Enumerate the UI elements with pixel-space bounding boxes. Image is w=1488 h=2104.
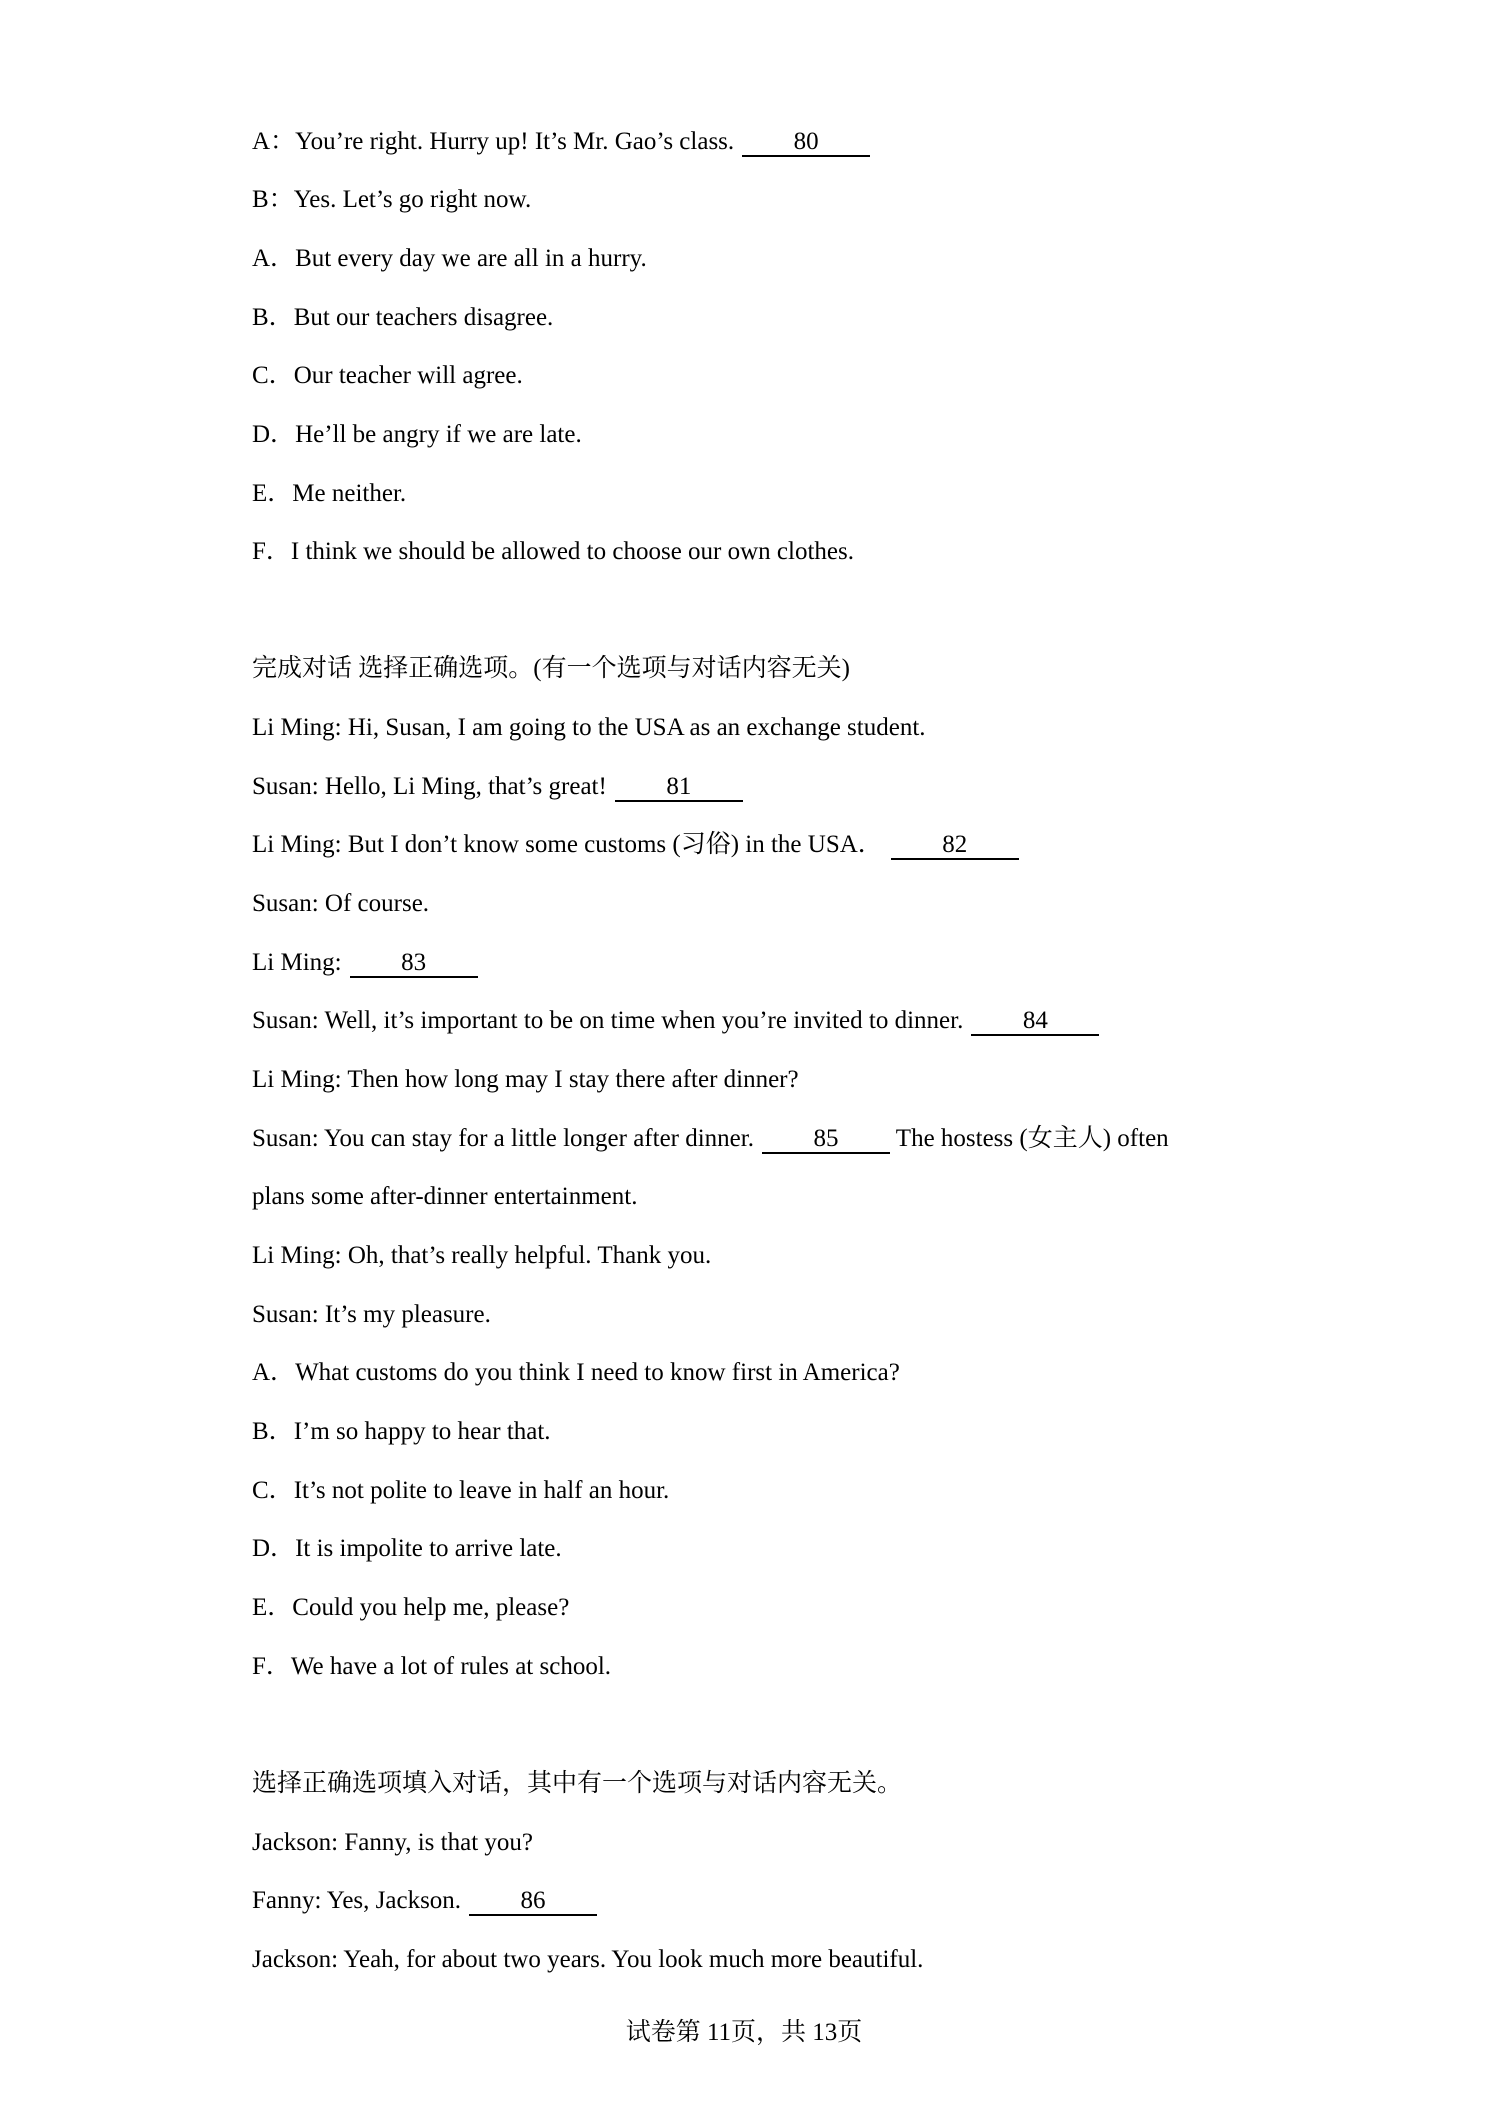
dialogue-line bbox=[252, 1006, 1099, 1036]
dialogue-line bbox=[252, 1241, 711, 1271]
option-text: What customs do you think I need to know first in America? bbox=[295, 1359, 900, 1386]
dialogue-line bbox=[252, 1065, 799, 1095]
speaker-label: A： bbox=[252, 128, 296, 155]
option-text: He’ll be angry if we are late. bbox=[295, 421, 582, 448]
dialogue-line bbox=[252, 830, 1019, 860]
option-letter: B． bbox=[252, 304, 294, 331]
dialogue-line bbox=[252, 948, 478, 978]
answer-blank-84: 84 bbox=[971, 1008, 1099, 1036]
dialogue-text: plans some after-dinner entertainment. bbox=[252, 1183, 638, 1210]
dialogue-line bbox=[252, 889, 429, 919]
option-line bbox=[252, 1593, 569, 1623]
option-letter: E． bbox=[252, 480, 293, 507]
answer-blank-86: 86 bbox=[469, 1888, 597, 1916]
speaker-label: B： bbox=[252, 186, 294, 213]
dialogue-line bbox=[252, 127, 870, 157]
answer-blank-80: 80 bbox=[742, 129, 870, 157]
dialogue-text: Susan: It’s my pleasure. bbox=[252, 1301, 491, 1328]
dialogue-text: You’re right. Hurry up! It’s Mr. Gao’s class. bbox=[295, 128, 735, 155]
answer-blank-83: 83 bbox=[350, 950, 478, 978]
dialogue-line bbox=[252, 1886, 597, 1916]
dialogue-text: Li Ming: Hi, Susan, I am going to the USA as an exchange student. bbox=[252, 714, 926, 741]
dialogue-text: Fanny: Yes, Jackson. bbox=[252, 1887, 462, 1914]
option-text: But every day we are all in a hurry. bbox=[295, 245, 647, 272]
dialogue-text: Li Ming: bbox=[252, 949, 342, 976]
dialogue-line bbox=[252, 772, 743, 802]
option-letter: D． bbox=[252, 1535, 296, 1562]
option-letter: B． bbox=[252, 1418, 294, 1445]
option-letter: E． bbox=[252, 1594, 293, 1621]
option-line bbox=[252, 537, 854, 567]
option-text: We have a lot of rules at school. bbox=[290, 1653, 612, 1680]
dialogue-text: Jackson: Fanny, is that you? bbox=[252, 1829, 533, 1856]
dialogue-text: Li Ming: Oh, that’s really helpful. Thank you. bbox=[252, 1242, 712, 1269]
option-line bbox=[252, 303, 553, 333]
option-line bbox=[252, 244, 647, 274]
dialogue-text: Yes. Let’s go right now. bbox=[293, 186, 532, 213]
dialogue-text-continued: The hostess (女主人) often bbox=[895, 1125, 1169, 1152]
dialogue-text: Susan: Well, it’s important to be on time when you’re invited to dinner. bbox=[252, 1007, 964, 1034]
dialogue-line bbox=[252, 1182, 637, 1212]
option-line bbox=[252, 420, 582, 450]
section-instruction: 完成对话 选择正确选项。(有一个选项与对话内容无关) bbox=[252, 655, 850, 682]
dialogue-text: Susan: You can stay for a little longer after dinner. bbox=[252, 1125, 754, 1152]
option-letter: A． bbox=[252, 245, 296, 272]
option-letter: C． bbox=[252, 362, 294, 389]
dialogue-text: Li Ming: Then how long may I stay there after dinner? bbox=[252, 1066, 799, 1093]
option-letter: C． bbox=[252, 1477, 294, 1504]
answer-blank-85: 85 bbox=[762, 1126, 890, 1154]
option-text: Could you help me, please? bbox=[292, 1594, 570, 1621]
option-text: It is impolite to arrive late. bbox=[295, 1535, 562, 1562]
dialogue-text: Li Ming: But I don’t know some customs (习俗) in the USA． bbox=[252, 831, 883, 858]
option-line bbox=[252, 479, 406, 509]
option-line bbox=[252, 1358, 900, 1388]
option-text: It’s not polite to leave in half an hour. bbox=[293, 1477, 670, 1504]
option-letter: A． bbox=[252, 1359, 296, 1386]
option-text: But our teachers disagree. bbox=[293, 304, 554, 331]
option-text: Me neither. bbox=[292, 480, 407, 507]
dialogue-line bbox=[252, 1124, 1169, 1154]
dialogue-text: Jackson: Yeah, for about two years. You look much more beautiful. bbox=[252, 1946, 924, 1973]
option-letter: D． bbox=[252, 421, 296, 448]
option-text: I’m so happy to hear that. bbox=[293, 1418, 551, 1445]
option-letter: F． bbox=[252, 538, 291, 565]
section-instruction: 选择正确选项填入对话，其中有一个选项与对话内容无关。 bbox=[252, 1770, 903, 1797]
dialogue-line bbox=[252, 713, 926, 743]
dialogue-text: Susan: Hello, Li Ming, that’s great! bbox=[252, 773, 607, 800]
option-line bbox=[252, 1652, 611, 1682]
page-footer: 试卷第 11页，共 13页 bbox=[625, 2019, 863, 2046]
option-text: Our teacher will agree. bbox=[293, 362, 523, 389]
option-line bbox=[252, 1417, 551, 1447]
option-text: I think we should be allowed to choose our own clothes. bbox=[290, 538, 854, 565]
dialogue-text: Susan: Of course. bbox=[252, 890, 430, 917]
answer-blank-81: 81 bbox=[615, 774, 743, 802]
dialogue-line bbox=[252, 185, 531, 215]
option-letter: F． bbox=[252, 1653, 291, 1680]
option-line bbox=[252, 361, 523, 391]
dialogue-line bbox=[252, 1945, 923, 1975]
option-line bbox=[252, 1534, 562, 1564]
dialogue-line bbox=[252, 1300, 491, 1330]
answer-blank-82: 82 bbox=[891, 832, 1019, 860]
dialogue-line bbox=[252, 1828, 533, 1858]
option-line bbox=[252, 1476, 669, 1506]
